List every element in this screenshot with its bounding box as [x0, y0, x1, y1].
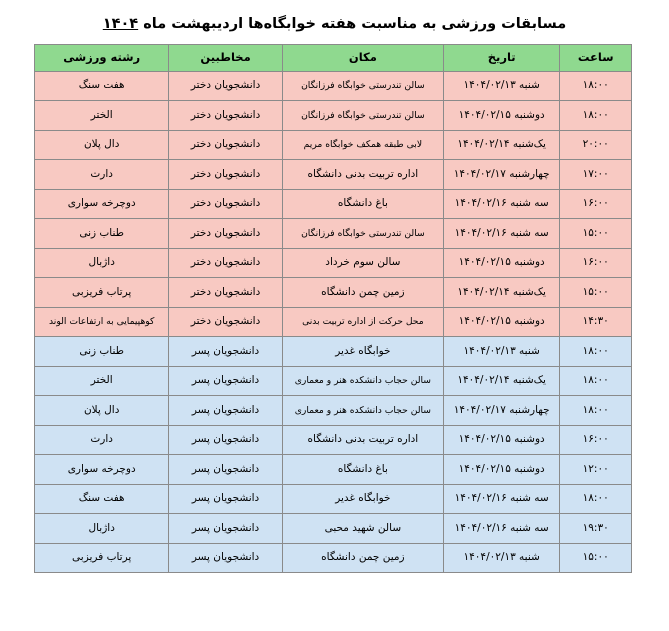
table-row	[35, 130, 632, 160]
cell-date: شنبه ۱۴۰۴/۰۲/۱۳	[443, 543, 559, 573]
cell-date: دوشنبه ۱۴۰۴/۰۲/۱۵	[443, 248, 559, 278]
cell-date: یک‌شنبه ۱۴۰۴/۰۲/۱۴	[443, 278, 559, 308]
cell-sport: طناب زنی	[35, 337, 169, 367]
cell-time: ۱۵:۰۰	[560, 543, 632, 573]
cell-time: ۱۵:۰۰	[560, 219, 632, 249]
cell-audience: دانشجویان پسر	[169, 455, 282, 485]
page-title-text	[103, 15, 566, 35]
cell-place: باغ دانشگاه	[282, 189, 443, 219]
cell-date: دوشنبه ۱۴۰۴/۰۲/۱۵	[443, 307, 559, 337]
cell-time: ۱۲:۰۰	[560, 455, 632, 485]
cell-place: سالن شهید محبی	[282, 514, 443, 544]
cell-sport: پرتاب فریزبی	[35, 543, 169, 573]
cell-audience: دانشجویان دختر	[169, 189, 282, 219]
cell-place: سالن حجاب دانشکده هنر و معماری	[282, 396, 443, 426]
cell-date: دوشنبه ۱۴۰۴/۰۲/۱۵	[443, 425, 559, 455]
cell-audience: دانشجویان دختر	[169, 71, 282, 101]
cell-place: خوابگاه غدیر	[282, 337, 443, 367]
table-row	[35, 514, 632, 544]
cell-time: ۱۸:۰۰	[560, 396, 632, 426]
table-row	[35, 219, 632, 249]
cell-audience: دانشجویان دختر	[169, 130, 282, 160]
cell-date: چهارشنبه ۱۴۰۴/۰۲/۱۷	[443, 160, 559, 190]
cell-date: یک‌شنبه ۱۴۰۴/۰۲/۱۴	[443, 366, 559, 396]
cell-audience: دانشجویان پسر	[169, 484, 282, 514]
table-row	[35, 189, 632, 219]
cell-place: اداره تربیت بدنی دانشگاه	[282, 160, 443, 190]
cell-audience: دانشجویان دختر	[169, 160, 282, 190]
table-body	[35, 71, 632, 573]
table-header-row	[35, 44, 632, 71]
table-row	[35, 484, 632, 514]
cell-time: ۱۵:۰۰	[560, 278, 632, 308]
cell-audience: دانشجویان دختر	[169, 307, 282, 337]
cell-audience: دانشجویان پسر	[169, 543, 282, 573]
table-row	[35, 425, 632, 455]
cell-sport: الختر	[35, 366, 169, 396]
cell-sport: دال پلان	[35, 130, 169, 160]
table-header	[35, 44, 632, 71]
cell-audience: دانشجویان دختر	[169, 278, 282, 308]
cell-sport: دارت	[35, 160, 169, 190]
cell-sport: طناب زنی	[35, 219, 169, 249]
table-row	[35, 278, 632, 308]
table-row	[35, 248, 632, 278]
cell-audience: دانشجویان دختر	[169, 101, 282, 131]
table-row	[35, 366, 632, 396]
cell-sport: هفت سنگ	[35, 484, 169, 514]
cell-audience: دانشجویان پسر	[169, 425, 282, 455]
cell-sport: داژبال	[35, 248, 169, 278]
cell-time: ۱۶:۰۰	[560, 425, 632, 455]
cell-date: سه شنبه ۱۴۰۴/۰۲/۱۶	[443, 514, 559, 544]
cell-place: سالن تندرستی خوابگاه فرزانگان	[282, 219, 443, 249]
cell-date: دوشنبه ۱۴۰۴/۰۲/۱۵	[443, 101, 559, 131]
table-row	[35, 101, 632, 131]
table-row	[35, 396, 632, 426]
cell-sport: دارت	[35, 425, 169, 455]
cell-date: شنبه ۱۴۰۴/۰۲/۱۳	[443, 337, 559, 367]
cell-time: ۱۸:۰۰	[560, 101, 632, 131]
cell-place: سالن تندرستی خوابگاه فرزانگان	[282, 71, 443, 101]
cell-date: سه شنبه ۱۴۰۴/۰۲/۱۶	[443, 189, 559, 219]
cell-place: زمین چمن دانشگاه	[282, 543, 443, 573]
table-row	[35, 160, 632, 190]
cell-place: اداره تربیت بدنی دانشگاه	[282, 425, 443, 455]
cell-sport: دال پلان	[35, 396, 169, 426]
page-title-year: ۱۴۰۴	[102, 16, 139, 32]
cell-date: سه شنبه ۱۴۰۴/۰۲/۱۶	[443, 219, 559, 249]
page-title-main: مسابقات ورزشی به مناسبت هفته خوابگاه‌ها اردیبهشت ماه	[138, 16, 567, 32]
cell-sport: الختر	[35, 101, 169, 131]
cell-place: زمین چمن دانشگاه	[282, 278, 443, 308]
cell-time: ۱۴:۳۰	[560, 307, 632, 337]
table-row	[35, 543, 632, 573]
cell-audience: دانشجویان پسر	[169, 366, 282, 396]
cell-date: دوشنبه ۱۴۰۴/۰۲/۱۵	[443, 455, 559, 485]
cell-time: ۱۹:۳۰	[560, 514, 632, 544]
cell-place: باغ دانشگاه	[282, 455, 443, 485]
cell-time: ۱۸:۰۰	[560, 337, 632, 367]
cell-audience: دانشجویان پسر	[169, 396, 282, 426]
cell-audience: دانشجویان پسر	[169, 337, 282, 367]
column-header-date: تاریخ	[443, 44, 559, 71]
cell-date: چهارشنبه ۱۴۰۴/۰۲/۱۷	[443, 396, 559, 426]
cell-sport: داژبال	[35, 514, 169, 544]
cell-place: سالن حجاب دانشکده هنر و معماری	[282, 366, 443, 396]
cell-time: ۱۶:۰۰	[560, 189, 632, 219]
cell-place: لابی طبقه همکف خوابگاه مریم	[282, 130, 443, 160]
cell-sport: کوهپیمایی به ارتفاعات الوند	[35, 307, 169, 337]
table-row	[35, 337, 632, 367]
cell-place: خوابگاه غدیر	[282, 484, 443, 514]
cell-time: ۱۸:۰۰	[560, 71, 632, 101]
schedule-table	[34, 44, 632, 574]
cell-time: ۱۸:۰۰	[560, 484, 632, 514]
table-row	[35, 71, 632, 101]
cell-time: ۱۶:۰۰	[560, 248, 632, 278]
cell-date: یک‌شنبه ۱۴۰۴/۰۲/۱۴	[443, 130, 559, 160]
cell-place: محل حرکت از اداره تربیت بدنی	[282, 307, 443, 337]
table-row	[35, 307, 632, 337]
column-header-audience: مخاطبین	[169, 44, 282, 71]
cell-time: ۱۸:۰۰	[560, 366, 632, 396]
cell-sport: پرتاب فریزبی	[35, 278, 169, 308]
cell-date: شنبه ۱۴۰۴/۰۲/۱۳	[443, 71, 559, 101]
cell-time: ۲۰:۰۰	[560, 130, 632, 160]
column-header-place: مکان	[282, 44, 443, 71]
cell-sport: دوچرخه سواری	[35, 189, 169, 219]
cell-time: ۱۷:۰۰	[560, 160, 632, 190]
column-header-time: ساعت	[560, 44, 632, 71]
schedule-table-wrapper	[0, 44, 669, 574]
column-header-sport: رشته ورزشی	[35, 44, 169, 71]
cell-sport: دوچرخه سواری	[35, 455, 169, 485]
table-row	[35, 455, 632, 485]
cell-audience: دانشجویان دختر	[169, 219, 282, 249]
cell-audience: دانشجویان دختر	[169, 248, 282, 278]
page-title	[0, 0, 669, 44]
cell-audience: دانشجویان پسر	[169, 514, 282, 544]
cell-date: سه شنبه ۱۴۰۴/۰۲/۱۶	[443, 484, 559, 514]
cell-sport: هفت سنگ	[35, 71, 169, 101]
cell-place: سالن تندرستی خوابگاه فرزانگان	[282, 101, 443, 131]
cell-place: سالن سوم خرداد	[282, 248, 443, 278]
